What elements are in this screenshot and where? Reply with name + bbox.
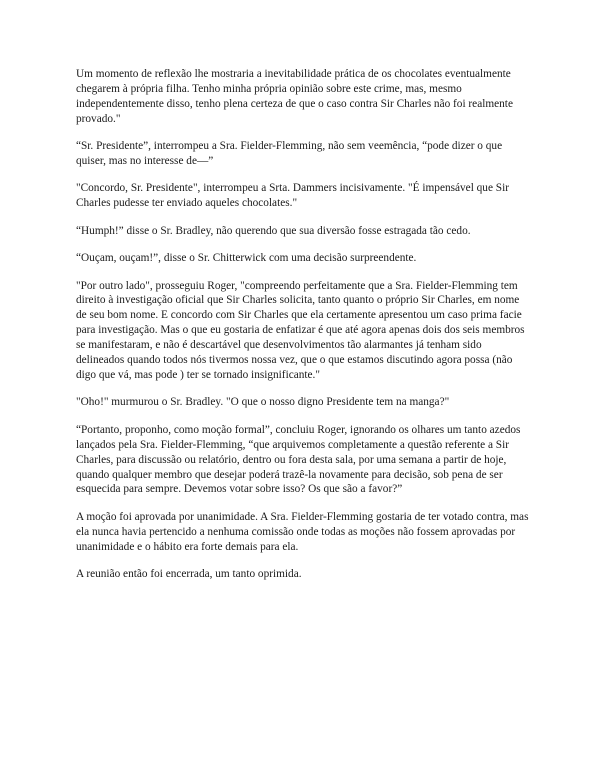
paragraph-8: “Portanto, proponho, como moção formal”, concluiu Roger, ignorando os olhares um tanto azedos lançados pela Sra. Fielder-Flemming, “que arquivemos completamente a questão referente a Sir Charles, para discussão ou relatório, dentro ou fora desta sala, por uma semana a partir de hoje, quando qualquer membro que desejar poderá trazê-la novamente para decisão, sob pena de ser esquecida para sempre. Devemos votar sobre isso? Os que são a favor?” xyxy=(76,423,521,496)
document-body xyxy=(76,67,530,594)
paragraph-5: “Ouçam, ouçam!”, disse o Sr. Chitterwick com uma decisão surpreendente. xyxy=(76,252,417,265)
paragraph-4: “Humph!” disse o Sr. Bradley, não querendo que sua diversão fosse estragada tão cedo. xyxy=(76,224,471,237)
paragraph-3: "Concordo, Sr. Presidente", interrompeu a Srta. Dammers incisivamente. "É impensável que Sir Charles pudesse ter enviado aqueles chocolates." xyxy=(76,182,509,210)
paragraph-9: A moção foi aprovada por unanimidade. A Sra. Fielder-Flemming gostaria de ter votado contra, mas ela nunca havia pertencido a nenhuma comissão onde todas as moções não fossem aprovadas por unanimidade e o hábito era forte demais para ela. xyxy=(76,510,529,553)
paragraph-10: A reunião então foi encerrada, um tanto oprimida. xyxy=(76,568,302,581)
paragraph-6: "Por outro lado", prosseguiu Roger, "compreendo perfeitamente que a Sra. Fielder-Flemming tem direito à investigação oficial que Sir Charles solicita, tanto quanto o próprio Sir Charles, em nome de seu bom nome. E concordo com Sir Charles que ela certamente apresentou um caso prima facie para investigação. Mas o que eu gostaria de enfatizar é que até agora apenas dois dos seis membros se manifestaram, e não é descartável que desenvolvimentos tão alarmantes já tenham sido delineados quando todos nós tivermos nossa vez, que o que estamos discutindo agora possa (não digo que vá, mas pode ) ter se tornado insignificante." xyxy=(76,279,525,381)
paragraph-7: "Oho!" murmurou o Sr. Bradley. "O que o nosso digno Presidente tem na manga?" xyxy=(76,396,450,409)
paragraph-2: “Sr. Presidente”, interrompeu a Sra. Fielder-Flemming, não sem veemência, “pode dizer o que quiser, mas no interesse de—” xyxy=(76,140,503,168)
paragraph-1: Um momento de reflexão lhe mostraria a inevitabilidade prática de os chocolates eventualmente chegarem à própria filha. Tenho minha própria opinião sobre este crime, mas, mesmo independentemente disso, tenho plena certeza de que o caso contra Sir Charles não foi realmente provado." xyxy=(76,68,513,125)
